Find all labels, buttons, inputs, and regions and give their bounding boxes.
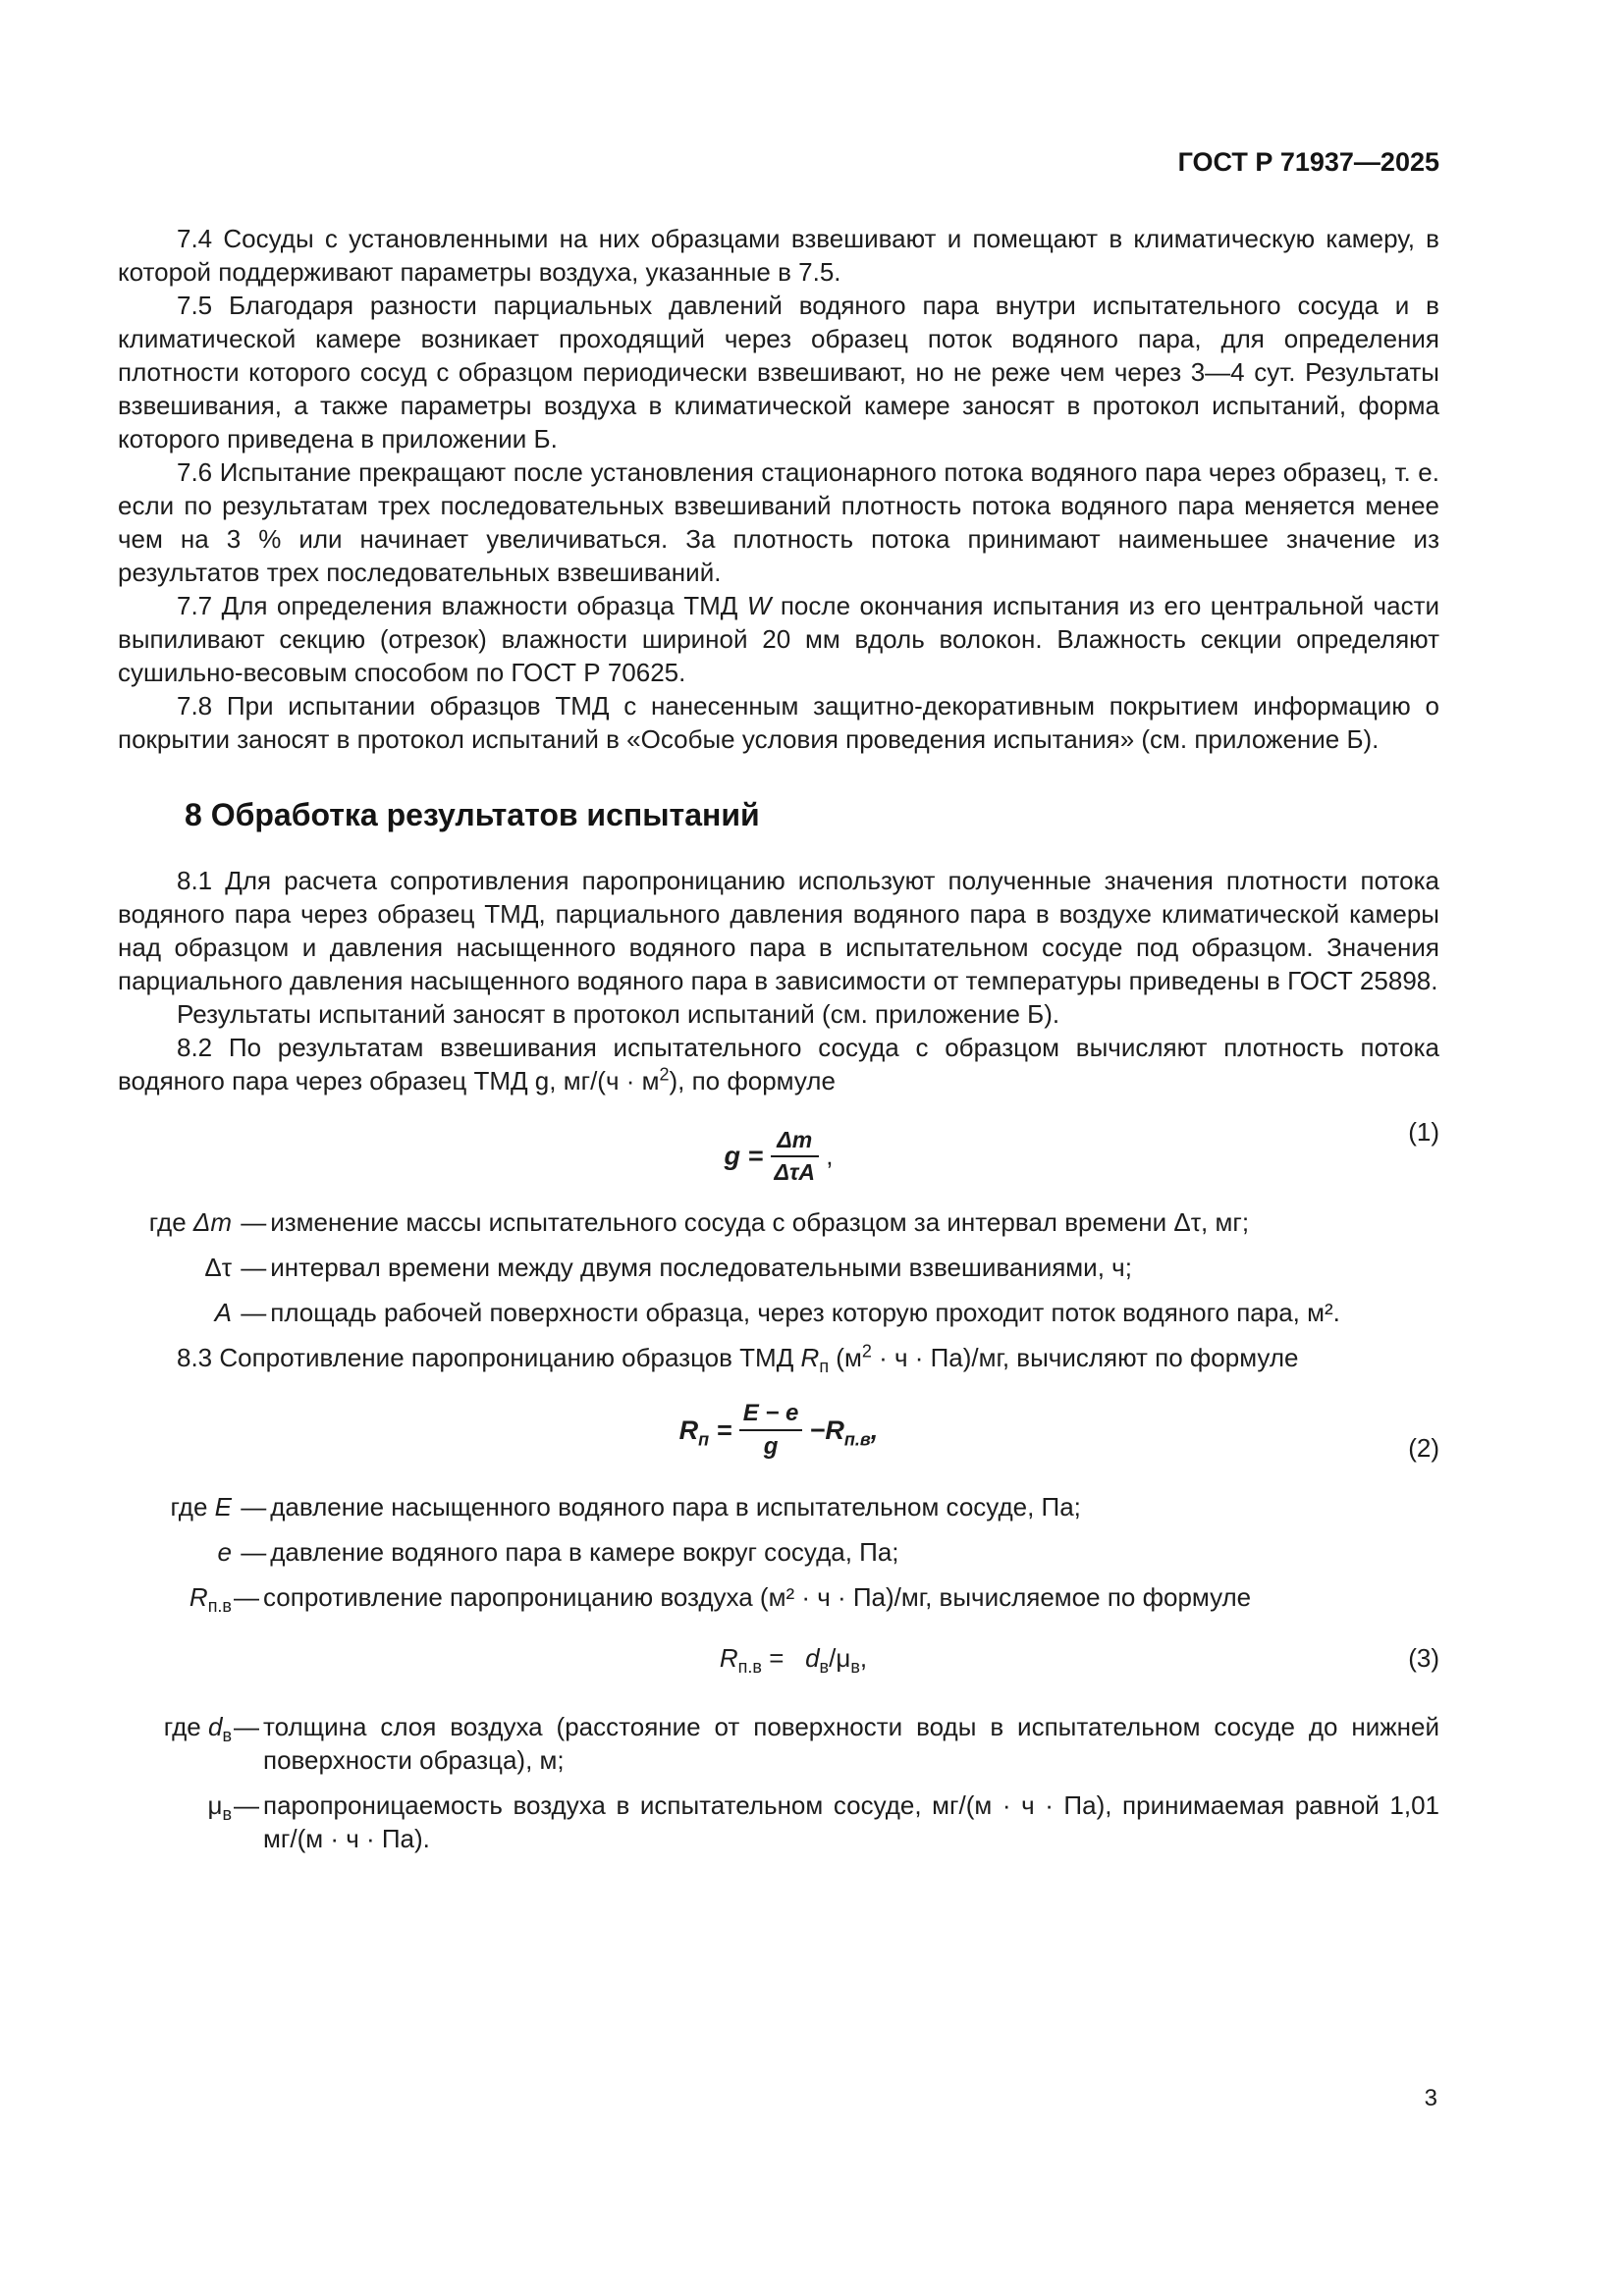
paragraph-8-3: 8.3 Сопротивление паропроницанию образцов ТМД $R_п$ $(м^2 \cdot ч \cdot Па)/мг$, вычисляют по формуле: [177, 1341, 1299, 1377]
legend-symbol: e: [217, 1537, 232, 1567]
legend-symbol: Δτ: [204, 1253, 232, 1282]
legend-item: $\mu_в$ — паропроницаемость воздуха в испытательном сосуде, мг/(м · ч · Па), принимаемая равной 1,01 мг/(м · ч · Па).: [207, 1790, 1439, 1853]
legend-item: где Δm — изменение массы испытательного сосуда с образцом за интервал времени Δτ, мг;: [148, 1207, 1250, 1237]
formula-1: g = $\frac{\Delta m}{\text{ΔτA}}$ , (1): [724, 1117, 1439, 1185]
document-code: ГОСТ Р 71937—2025: [1177, 147, 1439, 177]
formula-2-denominator: g: [763, 1433, 779, 1460]
formula-1-denominator: ΔτA: [774, 1159, 815, 1185]
formula-3-number: (3): [1408, 1643, 1439, 1673]
legend-symbol: Δm: [192, 1207, 232, 1237]
paragraph-8-1-results: Результаты испытаний заносят в протокол испытаний (см. приложение Б).: [177, 999, 1060, 1029]
legend-item: e — давление водяного пара в камере вокруг сосуда, Па;: [217, 1537, 899, 1567]
legend-symbol: d: [207, 1712, 223, 1741]
formula-1-fraction: [771, 1127, 819, 1186]
section-8-heading: 8 Обработка результатов испытаний: [185, 797, 760, 832]
legend-symbol: A: [214, 1298, 232, 1327]
page-number: 3: [1424, 2085, 1437, 2111]
variable-w: W: [746, 591, 772, 620]
paragraph-7-4: 7.4 Сосуды с установленными на них образцами взвешивают и помещают в климатическую камеру, в которой поддерживают параметры воздуха, указанные в 7.5.: [118, 224, 1439, 287]
paragraph-7-6: 7.6 Испытание прекращают после установления стационарного потока водяного пара через образец, т. е. если по результатам трех последовательных взвешиваний плотность потока водяного пара меняется менее чем на 3 % или начинает увеличиваться. За плотность потока принимают наименьшее значение из результатов трех последовательных взвешиваний.: [118, 457, 1439, 587]
legend-item: где E — давление насыщенного водяного пара в испытательном сосуде, Па;: [170, 1492, 1081, 1522]
legend-symbol: E: [214, 1492, 232, 1522]
formula-2-rhs: $-R_{п.в}$,: [809, 1415, 879, 1449]
legend-item: A — площадь рабочей поверхности образца, через которую проходит поток водяного пара, м².: [214, 1298, 1340, 1327]
paragraph-7-7: 7.7 Для определения влажности образца ТМД W после окончания испытания из его центральной части выпиливают секцию (отрезок) влажности шириной 20 мм вдоль волокон. Влажность секции определяют сушильно-весовым способом по ГОСТ Р 70625.: [118, 591, 1439, 687]
paragraph-7-8: 7.8 При испытании образцов ТМД с нанесенным защитно-декоративным покрытием информацию о покрытии заносят в протокол испытаний в «Особые условия проведения испытания» (см. приложение Б).: [118, 691, 1439, 754]
formula-1-numerator: Δm: [771, 1127, 819, 1157]
paragraph-7-5: 7.5 Благодаря разности парциальных давлений водяного пара внутри испытательного сосуда и в климатической камере возникает проходящий через образец поток водяного пара, для определения плотности которого сосуд с образцом периодически взвешивают, но не реже чем через 3—4 сут. Результаты взвешивания, а также параметры воздуха в климатической камере заносят в протокол испытаний, форма которого приведена в приложении Б.: [118, 291, 1439, 454]
formula-1-number: (1): [1408, 1117, 1439, 1147]
paragraph-8-2: 8.2 По результатам взвешивания испытательного сосуда с образцом вычисляют плотность потока водяного пара через образец ТМД g, $мг/(ч \cdot м^2)$, по формуле: [118, 1033, 1439, 1095]
formula-1-legend: [118, 1205, 1439, 1329]
document-body: [118, 222, 1439, 1867]
formula-1-lhs: g =: [724, 1141, 764, 1171]
formula-3-legend: [118, 1710, 1439, 1855]
legend-symbol: μ: [207, 1790, 223, 1820]
legend-item: $R_{п.в}$ — сопротивление паропроницанию воздуха (м² · ч · Па)/мг, вычисляемое по формуле: [189, 1582, 1252, 1617]
formula-2-fraction: [739, 1400, 803, 1461]
formula-2: [118, 1386, 1439, 1484]
legend-symbol: R: [189, 1582, 208, 1612]
formula-3: $R_{п.в} = d_в/\mu_в$, (3): [719, 1643, 1439, 1678]
paragraph-8-1: 8.1 Для расчета сопротивления паропроницанию используют полученные значения плотности потока водяного пара через образец ТМД, парциального давления водяного пара в воздухе климатической камеры над образцом и давления насыщенного водяного пара в испытательном сосуде под образцом. Значения парциального давления насыщенного водяного пара в зависимости от температуры приведены в ГОСТ 25898.: [118, 866, 1439, 995]
formula-2-number: (2): [1408, 1433, 1439, 1463]
legend-item: Δτ — интервал времени между двумя последовательными взвешиваниями, ч;: [204, 1253, 1132, 1282]
formula-2-legend: [118, 1490, 1439, 1617]
formula-2-numerator: E − e: [739, 1400, 803, 1431]
formula-2-lhs: $R_п$ =: [678, 1415, 732, 1449]
legend-item: где $d_в$ — толщина слоя воздуха (расстояние от поверхности воды в испытательном сосуде до нижней поверхности образца), м;: [163, 1712, 1439, 1775]
